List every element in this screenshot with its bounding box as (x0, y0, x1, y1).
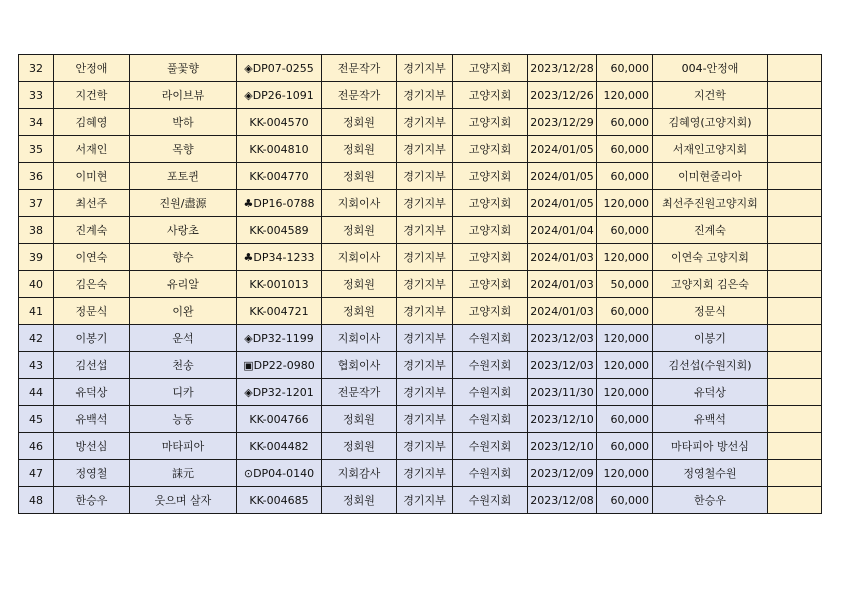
member-code-cell: KK-001013 (237, 271, 322, 298)
region-cell: 경기지부 (397, 460, 453, 487)
member-grade-cell: 지회이사 (322, 244, 397, 271)
payment-date-cell: 2023/12/29 (528, 109, 597, 136)
table-row (19, 217, 822, 244)
amount-cell: 120,000 (597, 379, 653, 406)
depositor-memo-cell: 정영철수원 (653, 460, 768, 487)
empty-cell (768, 487, 822, 514)
pen-name-cell: 디카 (130, 379, 237, 406)
member-grade-cell: 정회원 (322, 163, 397, 190)
member-grade-cell: 협회이사 (322, 352, 397, 379)
branch-cell: 고양지회 (453, 190, 528, 217)
pen-name-cell: 풀꽃향 (130, 55, 237, 82)
payment-date-cell: 2024/01/05 (528, 163, 597, 190)
region-cell: 경기지부 (397, 352, 453, 379)
empty-cell (768, 325, 822, 352)
depositor-memo-cell: 이봉기 (653, 325, 768, 352)
depositor-memo-cell: 004-안정애 (653, 55, 768, 82)
region-cell: 경기지부 (397, 379, 453, 406)
branch-cell: 수원지회 (453, 487, 528, 514)
empty-cell (768, 379, 822, 406)
table-row (19, 55, 822, 82)
depositor-memo-cell: 김선섭(수원지회) (653, 352, 768, 379)
amount-cell: 60,000 (597, 163, 653, 190)
pen-name-cell: 이완 (130, 298, 237, 325)
empty-cell (768, 352, 822, 379)
amount-cell: 60,000 (597, 487, 653, 514)
branch-cell: 수원지회 (453, 325, 528, 352)
member-grade-cell: 정회원 (322, 217, 397, 244)
table-row (19, 406, 822, 433)
member-name-cell: 지건학 (54, 82, 130, 109)
region-cell: 경기지부 (397, 136, 453, 163)
depositor-memo-cell: 마타피아 방선심 (653, 433, 768, 460)
row-number-cell: 43 (19, 352, 54, 379)
row-number-cell: 36 (19, 163, 54, 190)
depositor-memo-cell: 진계숙 (653, 217, 768, 244)
amount-cell: 120,000 (597, 82, 653, 109)
member-grade-cell: 정회원 (322, 487, 397, 514)
empty-cell (768, 55, 822, 82)
member-code-cell: ◈DP07-0255 (237, 55, 322, 82)
amount-cell: 60,000 (597, 217, 653, 244)
branch-cell: 고양지회 (453, 271, 528, 298)
branch-cell: 고양지회 (453, 163, 528, 190)
member-name-cell: 안정애 (54, 55, 130, 82)
row-number-cell: 38 (19, 217, 54, 244)
empty-cell (768, 406, 822, 433)
member-grade-cell: 전문작가 (322, 379, 397, 406)
payment-date-cell: 2023/12/03 (528, 325, 597, 352)
member-name-cell: 최선주 (54, 190, 130, 217)
payment-date-cell: 2024/01/03 (528, 244, 597, 271)
region-cell: 경기지부 (397, 163, 453, 190)
branch-cell: 고양지회 (453, 55, 528, 82)
empty-cell (768, 82, 822, 109)
member-name-cell: 서재인 (54, 136, 130, 163)
row-number-cell: 32 (19, 55, 54, 82)
payment-date-cell: 2024/01/03 (528, 298, 597, 325)
branch-cell: 고양지회 (453, 217, 528, 244)
region-cell: 경기지부 (397, 217, 453, 244)
region-cell: 경기지부 (397, 82, 453, 109)
row-number-cell: 37 (19, 190, 54, 217)
empty-cell (768, 163, 822, 190)
payment-date-cell: 2023/12/03 (528, 352, 597, 379)
table-row (19, 433, 822, 460)
payment-date-cell: 2023/12/10 (528, 406, 597, 433)
payment-date-cell: 2023/12/10 (528, 433, 597, 460)
empty-cell (768, 271, 822, 298)
member-code-cell: ◈DP32-1199 (237, 325, 322, 352)
member-grade-cell: 정회원 (322, 136, 397, 163)
row-number-cell: 40 (19, 271, 54, 298)
member-code-cell: ♣DP16-0788 (237, 190, 322, 217)
table-row (19, 325, 822, 352)
member-grade-cell: 전문작가 (322, 55, 397, 82)
payment-date-cell: 2024/01/05 (528, 136, 597, 163)
member-name-cell: 김혜영 (54, 109, 130, 136)
table-row (19, 136, 822, 163)
amount-cell: 120,000 (597, 244, 653, 271)
member-name-cell: 방선심 (54, 433, 130, 460)
table-row (19, 379, 822, 406)
pen-name-cell: 웃으며 살자 (130, 487, 237, 514)
row-number-cell: 42 (19, 325, 54, 352)
depositor-memo-cell: 정문식 (653, 298, 768, 325)
table-row (19, 460, 822, 487)
amount-cell: 60,000 (597, 406, 653, 433)
empty-cell (768, 433, 822, 460)
empty-cell (768, 460, 822, 487)
member-grade-cell: 지회이사 (322, 325, 397, 352)
member-name-cell: 이연숙 (54, 244, 130, 271)
region-cell: 경기지부 (397, 244, 453, 271)
member-grade-cell: 정회원 (322, 109, 397, 136)
table-row (19, 298, 822, 325)
table-body (19, 55, 822, 514)
pen-name-cell: 능동 (130, 406, 237, 433)
table-row (19, 82, 822, 109)
row-number-cell: 47 (19, 460, 54, 487)
table-row (19, 352, 822, 379)
member-name-cell: 정영철 (54, 460, 130, 487)
payment-date-cell: 2024/01/03 (528, 271, 597, 298)
payment-date-cell: 2023/12/08 (528, 487, 597, 514)
branch-cell: 수원지회 (453, 352, 528, 379)
row-number-cell: 33 (19, 82, 54, 109)
member-grade-cell: 지회이사 (322, 190, 397, 217)
pen-name-cell: 포토퀸 (130, 163, 237, 190)
empty-cell (768, 244, 822, 271)
table-row (19, 163, 822, 190)
pen-name-cell: 유리알 (130, 271, 237, 298)
empty-cell (768, 217, 822, 244)
pen-name-cell: 박하 (130, 109, 237, 136)
payment-date-cell: 2023/12/28 (528, 55, 597, 82)
region-cell: 경기지부 (397, 109, 453, 136)
payment-date-cell: 2024/01/05 (528, 190, 597, 217)
member-name-cell: 유백석 (54, 406, 130, 433)
member-name-cell: 김선섭 (54, 352, 130, 379)
row-number-cell: 39 (19, 244, 54, 271)
branch-cell: 고양지회 (453, 298, 528, 325)
row-number-cell: 34 (19, 109, 54, 136)
amount-cell: 60,000 (597, 109, 653, 136)
row-number-cell: 45 (19, 406, 54, 433)
member-code-cell: KK-004770 (237, 163, 322, 190)
depositor-memo-cell: 유덕상 (653, 379, 768, 406)
member-grade-cell: 정회원 (322, 433, 397, 460)
member-code-cell: ⊙DP04-0140 (237, 460, 322, 487)
amount-cell: 120,000 (597, 352, 653, 379)
pen-name-cell: 사랑초 (130, 217, 237, 244)
amount-cell: 60,000 (597, 298, 653, 325)
row-number-cell: 48 (19, 487, 54, 514)
region-cell: 경기지부 (397, 190, 453, 217)
row-number-cell: 46 (19, 433, 54, 460)
amount-cell: 120,000 (597, 325, 653, 352)
branch-cell: 고양지회 (453, 82, 528, 109)
member-code-cell: ◈DP26-1091 (237, 82, 322, 109)
member-name-cell: 정문식 (54, 298, 130, 325)
payment-date-cell: 2023/12/09 (528, 460, 597, 487)
empty-cell (768, 190, 822, 217)
amount-cell: 60,000 (597, 136, 653, 163)
empty-cell (768, 109, 822, 136)
branch-cell: 고양지회 (453, 244, 528, 271)
amount-cell: 120,000 (597, 190, 653, 217)
member-code-cell: KK-004589 (237, 217, 322, 244)
table-row (19, 109, 822, 136)
row-number-cell: 35 (19, 136, 54, 163)
region-cell: 경기지부 (397, 406, 453, 433)
member-code-cell: ▣DP22-0980 (237, 352, 322, 379)
member-grade-cell: 지회감사 (322, 460, 397, 487)
branch-cell: 수원지회 (453, 433, 528, 460)
pen-name-cell: 誄元 (130, 460, 237, 487)
depositor-memo-cell: 김혜영(고양지회) (653, 109, 768, 136)
amount-cell: 60,000 (597, 433, 653, 460)
row-number-cell: 44 (19, 379, 54, 406)
payment-date-cell: 2023/12/26 (528, 82, 597, 109)
member-code-cell: KK-004570 (237, 109, 322, 136)
member-table (18, 54, 822, 514)
branch-cell: 수원지회 (453, 460, 528, 487)
depositor-memo-cell: 지건학 (653, 82, 768, 109)
payment-date-cell: 2024/01/04 (528, 217, 597, 244)
region-cell: 경기지부 (397, 487, 453, 514)
pen-name-cell: 진원/盡源 (130, 190, 237, 217)
branch-cell: 고양지회 (453, 136, 528, 163)
depositor-memo-cell: 고양지회 김은숙 (653, 271, 768, 298)
pen-name-cell: 천송 (130, 352, 237, 379)
amount-cell: 50,000 (597, 271, 653, 298)
member-code-cell: KK-004482 (237, 433, 322, 460)
depositor-memo-cell: 한승우 (653, 487, 768, 514)
member-name-cell: 한승우 (54, 487, 130, 514)
depositor-memo-cell: 최선주진원고양지회 (653, 190, 768, 217)
region-cell: 경기지부 (397, 271, 453, 298)
table-row (19, 487, 822, 514)
member-grade-cell: 정회원 (322, 271, 397, 298)
table-row (19, 244, 822, 271)
member-code-cell: KK-004810 (237, 136, 322, 163)
member-name-cell: 이미현 (54, 163, 130, 190)
region-cell: 경기지부 (397, 298, 453, 325)
empty-cell (768, 136, 822, 163)
row-number-cell: 41 (19, 298, 54, 325)
region-cell: 경기지부 (397, 55, 453, 82)
member-code-cell: KK-004721 (237, 298, 322, 325)
member-name-cell: 유덕상 (54, 379, 130, 406)
amount-cell: 60,000 (597, 55, 653, 82)
member-grade-cell: 전문작가 (322, 82, 397, 109)
member-code-cell: KK-004685 (237, 487, 322, 514)
member-grade-cell: 정회원 (322, 298, 397, 325)
pen-name-cell: 향수 (130, 244, 237, 271)
region-cell: 경기지부 (397, 433, 453, 460)
pen-name-cell: 라이브뷰 (130, 82, 237, 109)
pen-name-cell: 마타피아 (130, 433, 237, 460)
depositor-memo-cell: 이미현줄리아 (653, 163, 768, 190)
pen-name-cell: 운석 (130, 325, 237, 352)
branch-cell: 고양지회 (453, 109, 528, 136)
depositor-memo-cell: 유백석 (653, 406, 768, 433)
pen-name-cell: 목향 (130, 136, 237, 163)
payment-date-cell: 2023/11/30 (528, 379, 597, 406)
table-row (19, 190, 822, 217)
branch-cell: 수원지회 (453, 406, 528, 433)
depositor-memo-cell: 이연숙 고양지회 (653, 244, 768, 271)
member-code-cell: KK-004766 (237, 406, 322, 433)
member-grade-cell: 정회원 (322, 406, 397, 433)
branch-cell: 수원지회 (453, 379, 528, 406)
empty-cell (768, 298, 822, 325)
member-code-cell: ◈DP32-1201 (237, 379, 322, 406)
amount-cell: 120,000 (597, 460, 653, 487)
depositor-memo-cell: 서재인고양지회 (653, 136, 768, 163)
region-cell: 경기지부 (397, 325, 453, 352)
member-name-cell: 진계숙 (54, 217, 130, 244)
member-code-cell: ♣DP34-1233 (237, 244, 322, 271)
member-name-cell: 김은숙 (54, 271, 130, 298)
table-row (19, 271, 822, 298)
member-name-cell: 이봉기 (54, 325, 130, 352)
